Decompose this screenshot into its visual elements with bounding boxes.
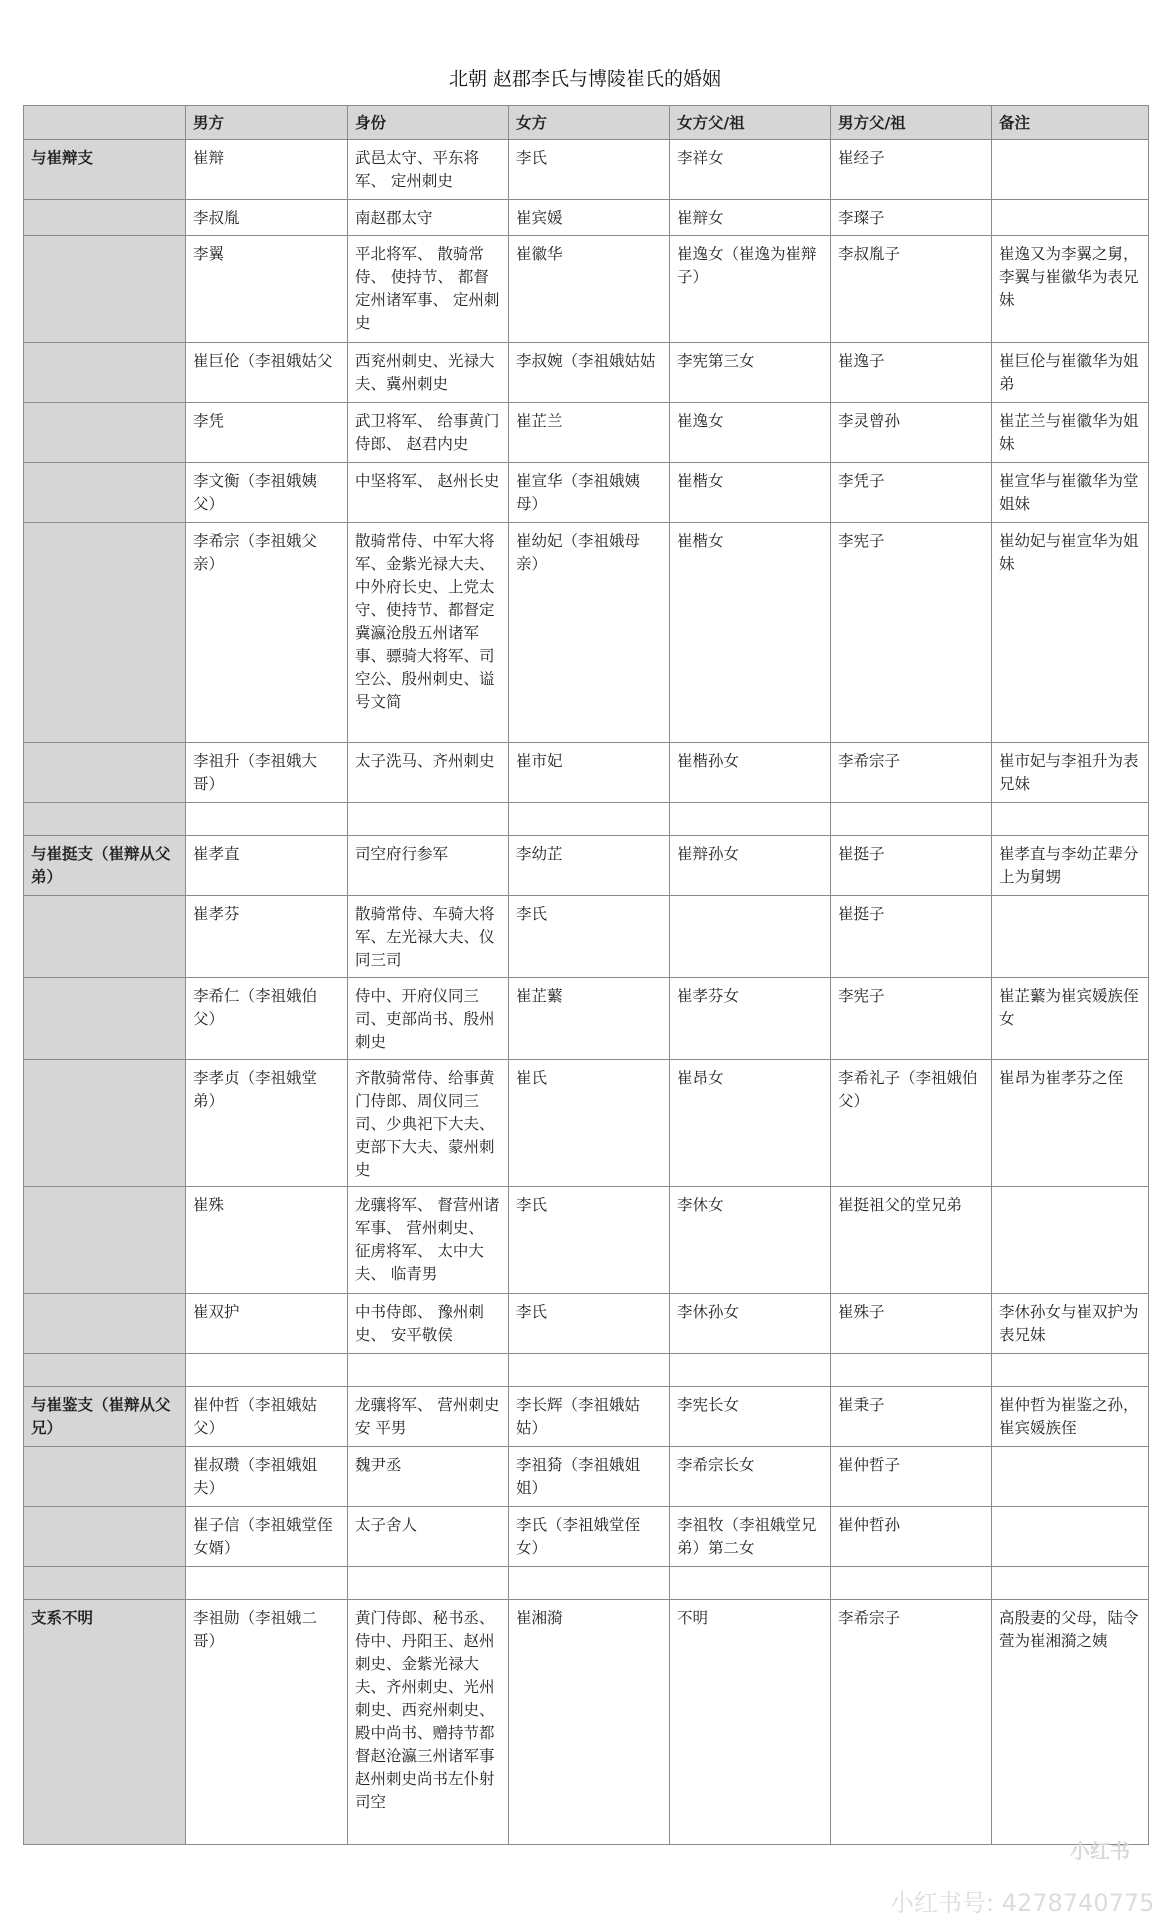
cell-titles: 武邑太守、平东将军、 定州刺史 [348, 140, 509, 200]
group-cell [24, 743, 186, 803]
spacer-cell [186, 803, 348, 836]
cell-groom: 李祖勋（李祖娥二哥） [186, 1600, 348, 1845]
table-body [24, 140, 1149, 1845]
cell-notes [992, 140, 1149, 200]
header-groom: 男方 [186, 106, 348, 140]
spacer-cell [24, 803, 186, 836]
spacer-cell [992, 1354, 1149, 1387]
group-cell [24, 1187, 186, 1294]
cell-titles: 齐散骑常侍、给事黄门侍郎、周仪同三司、少典祀下大夫、吏部下大夫、蒙州刺史 [348, 1060, 509, 1187]
cell-groom: 崔孝芬 [186, 896, 348, 978]
table-row [24, 403, 1149, 463]
cell-groom-father: 崔挺子 [831, 836, 992, 896]
table-row [24, 1060, 1149, 1187]
cell-groom: 李孝贞（李祖娥堂弟） [186, 1060, 348, 1187]
cell-bride-father: 崔逸女 [670, 403, 831, 463]
cell-notes: 崔孝直与李幼芷辈分上为舅甥 [992, 836, 1149, 896]
cell-groom: 李希仁（李祖娥伯父） [186, 978, 348, 1060]
cell-groom: 李翼 [186, 236, 348, 343]
cell-bride-father: 不明 [670, 1600, 831, 1845]
table-row [24, 743, 1149, 803]
spacer-cell [509, 1354, 670, 1387]
group-label: 与崔辩支 [24, 140, 186, 200]
cell-titles: 龙骧将军、 督营州诸军事、 营州刺史、 征虏将军、 太中大 夫、 临青男 [348, 1187, 509, 1294]
spacer-cell [831, 1354, 992, 1387]
table-row [24, 836, 1149, 896]
cell-groom-father: 崔仲哲孙 [831, 1507, 992, 1567]
table-row [24, 1294, 1149, 1354]
group-cell [24, 523, 186, 743]
cell-groom-father: 李希宗子 [831, 743, 992, 803]
spacer-cell [186, 1354, 348, 1387]
cell-bride: 崔氏 [509, 1060, 670, 1187]
cell-notes: 高殷妻的父母，陆令萱为崔湘漪之姨 [992, 1600, 1149, 1845]
cell-groom: 李希宗（李祖娥父亲） [186, 523, 348, 743]
spacer-cell [348, 803, 509, 836]
page-title: 北朝 赵郡李氏与博陵崔氏的婚姻 [448, 68, 722, 90]
cell-notes [992, 1447, 1149, 1507]
cell-bride: 李氏 [509, 1294, 670, 1354]
cell-titles: 中书侍郎、 豫州刺史、 安平敬侯 [348, 1294, 509, 1354]
spacer-row [24, 1354, 1149, 1387]
cell-bride-father: 崔楷女 [670, 523, 831, 743]
group-cell [24, 1294, 186, 1354]
header-titles: 身份 [348, 106, 509, 140]
cell-bride: 李长辉（李祖娥姑姑） [509, 1387, 670, 1447]
spacer-row [24, 1567, 1149, 1600]
cell-bride: 崔芷兰 [509, 403, 670, 463]
group-label: 支系不明 [24, 1600, 186, 1845]
cell-bride: 崔徽华 [509, 236, 670, 343]
group-cell [24, 1060, 186, 1187]
cell-titles: 中坚将军、 赵州长史 [348, 463, 509, 523]
cell-notes: 李休孙女与崔双护为表兄妹 [992, 1294, 1149, 1354]
table-row [24, 1187, 1149, 1294]
cell-groom-father: 李璨子 [831, 200, 992, 236]
spacer-cell [670, 803, 831, 836]
cell-groom-father: 李希宗子 [831, 1600, 992, 1845]
spacer-cell [24, 1567, 186, 1600]
cell-groom-father: 崔仲哲子 [831, 1447, 992, 1507]
cell-bride-father [670, 896, 831, 978]
header-row [24, 106, 1149, 140]
spacer-cell [670, 1567, 831, 1600]
cell-bride: 李氏 [509, 1187, 670, 1294]
cell-bride-father: 崔孝芬女 [670, 978, 831, 1060]
cell-notes: 崔逸又为李翼之舅，李翼与崔徽华为表兄妹 [992, 236, 1149, 343]
spacer-cell [348, 1354, 509, 1387]
group-cell [24, 896, 186, 978]
cell-notes: 崔芷兰与崔徽华为姐妹 [992, 403, 1149, 463]
cell-notes: 崔昂为崔孝芬之侄 [992, 1060, 1149, 1187]
cell-bride: 李叔婉（李祖娥姑姑 [509, 343, 670, 403]
spacer-cell [670, 1354, 831, 1387]
cell-titles: 太子洗马、齐州刺史 [348, 743, 509, 803]
cell-groom: 李凭 [186, 403, 348, 463]
group-cell [24, 1447, 186, 1507]
group-label: 与崔鉴支（崔辩从父兄） [24, 1387, 186, 1447]
cell-groom-father: 李宪子 [831, 523, 992, 743]
group-cell [24, 1507, 186, 1567]
table-row [24, 200, 1149, 236]
cell-bride: 崔湘漪 [509, 1600, 670, 1845]
cell-bride: 崔幼妃（李祖娥母亲） [509, 523, 670, 743]
group-cell [24, 463, 186, 523]
watermark-id: 小红书号: 4278740775 [890, 1889, 1155, 1917]
cell-titles: 散骑常侍、中军大将军、金紫光禄大夫、中外府长史、上党太守、使持节、都督定冀瀛沧殷五州诸军事、骠骑大将军、司空公、殷州刺史、谥号文简 [348, 523, 509, 743]
cell-groom: 崔殊 [186, 1187, 348, 1294]
header-group [24, 106, 186, 140]
table-row [24, 463, 1149, 523]
cell-titles: 散骑常侍、车骑大将军、左光禄大夫、仪同三司 [348, 896, 509, 978]
group-cell [24, 236, 186, 343]
header-notes: 备注 [992, 106, 1149, 140]
cell-bride: 李幼芷 [509, 836, 670, 896]
cell-bride: 崔宣华（李祖娥姨母） [509, 463, 670, 523]
cell-notes [992, 1507, 1149, 1567]
table-row [24, 140, 1149, 200]
spacer-cell [831, 1567, 992, 1600]
cell-notes: 崔芷蘩为崔宾媛族侄女 [992, 978, 1149, 1060]
spacer-cell [831, 803, 992, 836]
cell-bride-father: 李休女 [670, 1187, 831, 1294]
cell-notes: 崔宣华与崔徽华为堂姐妹 [992, 463, 1149, 523]
cell-groom-father: 李希礼子（李祖娥伯父） [831, 1060, 992, 1187]
spacer-cell [348, 1567, 509, 1600]
cell-titles: 侍中、开府仪同三司、吏部尚书、殷州刺史 [348, 978, 509, 1060]
cell-bride-father: 崔辩女 [670, 200, 831, 236]
group-cell [24, 978, 186, 1060]
cell-bride: 李氏（李祖娥堂侄女） [509, 1507, 670, 1567]
cell-groom: 崔仲哲（李祖娥姑父） [186, 1387, 348, 1447]
cell-groom-father: 崔秉子 [831, 1387, 992, 1447]
spacer-cell [509, 1567, 670, 1600]
cell-groom-father: 李宪子 [831, 978, 992, 1060]
cell-bride: 李祖猗（李祖娥姐姐） [509, 1447, 670, 1507]
header-groom-father: 男方父/祖 [831, 106, 992, 140]
table-row [24, 1507, 1149, 1567]
cell-groom: 李祖升（李祖娥大哥） [186, 743, 348, 803]
header-bride-father: 女方父/祖 [670, 106, 831, 140]
table-row [24, 523, 1149, 743]
cell-groom-father: 李灵曾孙 [831, 403, 992, 463]
spacer-cell [992, 803, 1149, 836]
cell-titles: 武卫将军、 给事黄门侍郎、 赵君内史 [348, 403, 509, 463]
table-row [24, 236, 1149, 343]
table-row [24, 343, 1149, 403]
cell-groom: 崔辩 [186, 140, 348, 200]
cell-groom-father: 崔逸子 [831, 343, 992, 403]
cell-bride-father: 李希宗长女 [670, 1447, 831, 1507]
cell-bride: 李氏 [509, 140, 670, 200]
cell-groom-father: 崔挺祖父的堂兄弟 [831, 1187, 992, 1294]
cell-bride: 崔市妃 [509, 743, 670, 803]
cell-titles: 太子舍人 [348, 1507, 509, 1567]
cell-groom-father: 崔殊子 [831, 1294, 992, 1354]
cell-bride: 崔芷蘩 [509, 978, 670, 1060]
cell-notes: 崔巨伦与崔徽华为姐弟 [992, 343, 1149, 403]
cell-titles: 平北将军、 散骑常侍、 使持节、 都督定州诸军事、 定州刺史 [348, 236, 509, 343]
cell-bride-father: 李宪第三女 [670, 343, 831, 403]
cell-bride-father: 崔辩孙女 [670, 836, 831, 896]
group-cell [24, 200, 186, 236]
cell-notes [992, 200, 1149, 236]
cell-notes [992, 896, 1149, 978]
cell-groom: 崔双护 [186, 1294, 348, 1354]
spacer-row [24, 803, 1149, 836]
header-bride: 女方 [509, 106, 670, 140]
cell-bride-father: 崔楷孙女 [670, 743, 831, 803]
cell-notes: 崔市妃与李祖升为表兄妹 [992, 743, 1149, 803]
cell-groom-father: 崔挺子 [831, 896, 992, 978]
cell-notes: 崔幼妃与崔宣华为姐妹 [992, 523, 1149, 743]
cell-titles: 司空府行参军 [348, 836, 509, 896]
cell-bride-father: 李祥女 [670, 140, 831, 200]
cell-titles: 黄门侍郎、秘书丞、侍中、丹阳王、赵州刺史、金紫光禄大夫、齐州刺史、光州刺史、西兖州刺史、殿中尚书、赠持节都督赵沧瀛三州诸军事赵州刺史尚书左仆射司空 [348, 1600, 509, 1845]
cell-groom-father: 李凭子 [831, 463, 992, 523]
spacer-cell [509, 803, 670, 836]
cell-bride-father: 李祖牧（李祖娥堂兄弟）第二女 [670, 1507, 831, 1567]
table-row [24, 896, 1149, 978]
cell-groom: 崔孝直 [186, 836, 348, 896]
cell-titles: 龙骧将军、 营州刺史安 平男 [348, 1387, 509, 1447]
spacer-cell [992, 1567, 1149, 1600]
cell-titles: 南赵郡太守 [348, 200, 509, 236]
cell-bride: 崔宾媛 [509, 200, 670, 236]
group-label: 与崔挺支（崔辩从父弟） [24, 836, 186, 896]
cell-groom: 李文衡（李祖娥姨父） [186, 463, 348, 523]
cell-bride-father: 李休孙女 [670, 1294, 831, 1354]
spacer-cell [186, 1567, 348, 1600]
cell-groom-father: 李叔胤子 [831, 236, 992, 343]
cell-groom: 崔子信（李祖娥堂侄女婿） [186, 1507, 348, 1567]
cell-groom-father: 崔经子 [831, 140, 992, 200]
table-row [24, 1447, 1149, 1507]
cell-bride-father: 崔逸女（崔逸为崔辩子） [670, 236, 831, 343]
table-row [24, 978, 1149, 1060]
cell-notes: 崔仲哲为崔鉴之孙，崔宾媛族侄 [992, 1387, 1149, 1447]
marriage-table [23, 105, 1149, 1845]
cell-groom: 崔巨伦（李祖娥姑父 [186, 343, 348, 403]
cell-bride-father: 崔楷女 [670, 463, 831, 523]
table-row [24, 1387, 1149, 1447]
cell-titles: 魏尹丞 [348, 1447, 509, 1507]
cell-titles: 西兖州刺史、光禄大夫、冀州刺史 [348, 343, 509, 403]
cell-bride: 李氏 [509, 896, 670, 978]
cell-bride-father: 李宪长女 [670, 1387, 831, 1447]
cell-bride-father: 崔昂女 [670, 1060, 831, 1187]
cell-groom: 李叔胤 [186, 200, 348, 236]
table-row [24, 1600, 1149, 1845]
watermark-logo: 小红书 [1070, 1839, 1130, 1863]
group-cell [24, 403, 186, 463]
cell-groom: 崔叔瓒（李祖娥姐夫） [186, 1447, 348, 1507]
cell-notes [992, 1187, 1149, 1294]
spacer-cell [24, 1354, 186, 1387]
group-cell [24, 343, 186, 403]
